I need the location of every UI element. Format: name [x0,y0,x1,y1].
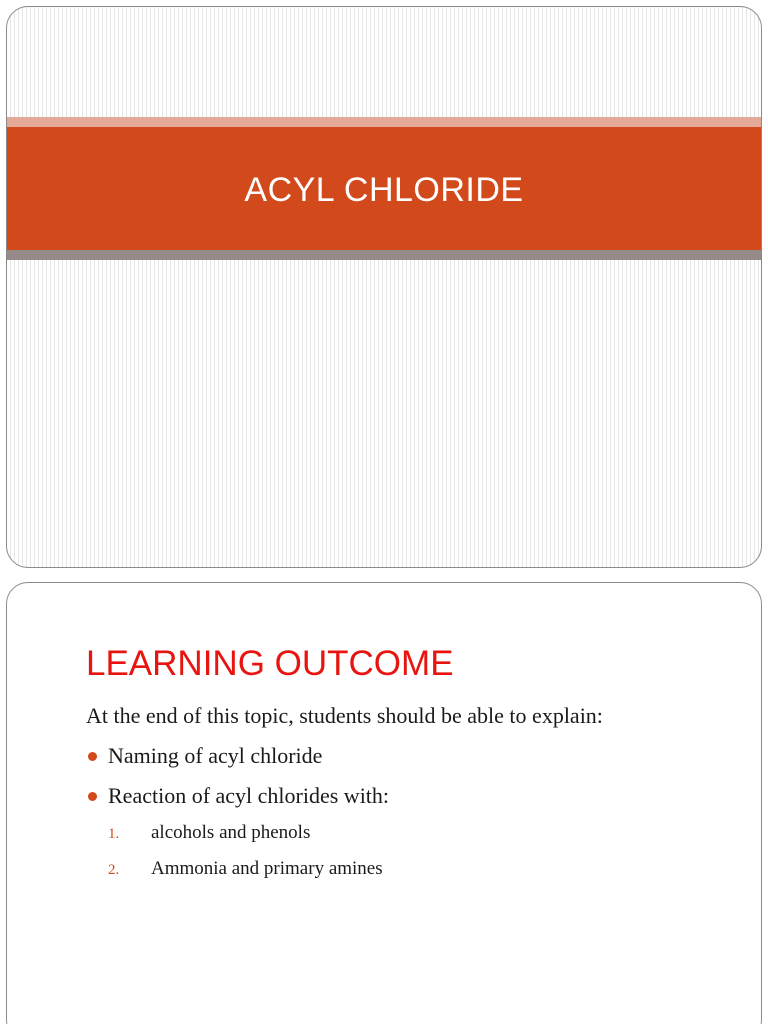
bullet-dot-icon [88,752,97,761]
learning-outcome-intro: At the end of this topic, students should be able to explain: [86,703,603,728]
sub-list-number: 1. [108,826,120,842]
title-band-top-stripe [7,117,761,127]
sub-list-text: Ammonia and primary amines [151,858,383,879]
outcome-bullet-list [86,741,389,821]
title-band [7,127,761,250]
bullet-text: Naming of acyl chloride [108,743,323,768]
sub-list-number: 2. [108,862,120,878]
title-slide [6,6,762,568]
bullet-dot-icon [88,792,97,801]
bullet-item [86,781,389,821]
bullet-item [86,741,389,781]
bullet-text: Reaction of acyl chlorides with: [108,783,390,808]
learning-outcome-heading: LEARNING OUTCOME [86,644,454,683]
title-band-bottom-stripe [7,250,761,260]
sub-list-text: alcohols and phenols [151,822,311,843]
learning-outcome-slide [6,582,762,1024]
slide-title: ACYL CHLORIDE [244,171,524,209]
